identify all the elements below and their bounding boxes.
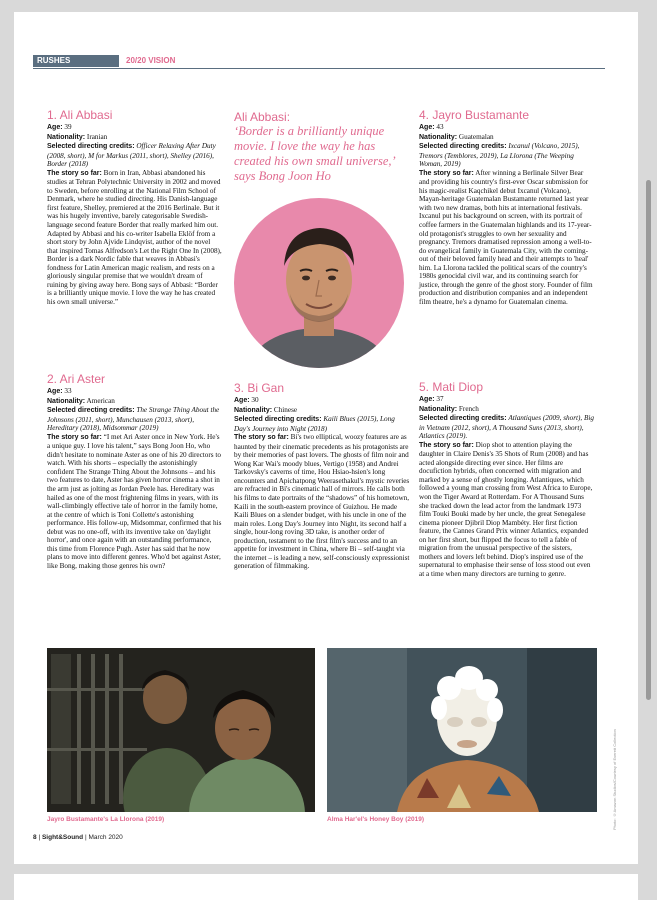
entry-1 (47, 108, 222, 306)
nationality-value: Guatemalan (458, 132, 494, 141)
credits-label: Selected directing credits: (419, 143, 507, 151)
nationality-label: Nationality: (234, 406, 273, 414)
header-rule (33, 68, 605, 69)
entry-4 (419, 108, 595, 306)
entry-2 (47, 372, 222, 570)
next-page-edge (14, 874, 638, 900)
story-label: The story so far: (47, 433, 102, 441)
nationality-label: Nationality: (419, 133, 458, 141)
nationality-value: Chinese (273, 405, 298, 414)
entry-title: 2. Ari Aster (47, 372, 106, 386)
entry-title: 5. Mati Diop (419, 380, 484, 394)
photo-la-llorona (47, 648, 315, 812)
footer-sep: | (38, 834, 41, 841)
footer-sep: | (84, 834, 87, 841)
nationality-label: Nationality: (47, 133, 86, 141)
director-portrait (234, 198, 404, 368)
age-value: 37 (436, 395, 444, 403)
entry-5 (419, 380, 595, 578)
entry-title: 4. Jayro Bustamante (419, 108, 530, 122)
credits-value: Kaili Blues (2015), Long Day's Journey into Night (2018) (234, 415, 395, 433)
age-label: Age: (234, 397, 250, 404)
nationality-value: American (86, 396, 115, 405)
age-label: Age: (47, 388, 63, 395)
age-label: Age: (419, 396, 435, 403)
la-llorona-illustration (47, 648, 315, 812)
issue-date: March 2020 (88, 834, 123, 841)
story-label: The story so far: (419, 441, 474, 449)
honey-boy-illustration (327, 648, 597, 812)
entry-title: 3. Bi Gan (234, 381, 285, 395)
credits-label: Selected directing credits: (47, 407, 135, 415)
story-text: Bi's two elliptical, woozy features are as haunted by their cinematic precedents as his protagonists are by their memories of past lovers. The ghosts of film noir and Wong Kar Wai's moody blues, Vertigo (1958) and Andrei Tarkovsky's caverns of time, Hou Hsiao-hsien's long encounters and Apichatpong Weerasethakul's mystic reveries are refracted in Bi's cinematic hall of mirrors. He calls both his films to date portraits of the “shadows” of his hometown, Kaili in the south-eastern province of Guizhou. He made Kaili Blues on a slender budget, with his uncle in one of the main roles. Long Day's Journey into Night, its second half a single, hour-long roving 3D take, is another order of production, testament to the first film's success and to an appetite for investment in China, where Bi – self-taught via the internet – is leading a new, self-consciously expressionist generation of filmmaking. (234, 433, 410, 571)
age-value: 39 (64, 123, 72, 131)
age-value: 33 (64, 387, 72, 395)
story-text: “I met Ari Aster once in New York. He's a unique guy. I love his talent,” says Bong Joon Ho, who didn't hesitate to nominate Aster as one of his 20 directors to watch. With his shorts – especially the astonishingly confident The Strange Thing About the Johnsons – and his two features to date, Aster has given horror cinema a shot in the arm just as jolting as Jordan Peele has. Hereditary was hailed as one of the most frightening films in years, with its wall-climbingly effective tale of horror in the family home, at the centre of which is Toni Collette's astonishing performance. His follow-up, Midsommar, confirmed that his debut was no one-off, with its inventive take on 'daylight horror', and once again with an outstanding performance, this time from Florence Pugh. Aster has said that he now plans to move into different genres. Who'd bet against Aster, like Bong, making those genres his own? (47, 432, 222, 570)
story-text: After winning a Berlinale Silver Bear and providing his country's first-ever Oscar submission for his magic-realist Kaqchikel debut Ixcanul (Volcano), Mayan-heritage Guatemalan Bustamante returned last year with two new dramas, both hits at international festivals. Ixcanul put his background on screen, with its portrait of coffee farmers in the Guatemalan highlands and its 17-year-old protagonist's struggles to own her sexuality and pregnancy. Tremors dramatised repression among a well-to-do evangelical family in Guatemala City, with the coming-out of their beloved family head and their attempts to 'heal' him. La Llorona tackled the political scars of the country's 1980s genocidal civil war, and its continuing search for justice, through the genre of the ghost story. Founder of film production and distribution companies and an independent film theatre, he's a dynamo for Guatemalan cinema. (419, 168, 593, 306)
age-value: 43 (436, 123, 444, 131)
age-value: 30 (251, 396, 259, 404)
credits-value: Officer Relaxing After Duty (2008, short), M for Markus (2011, short), Shelley (2016), Border (2018) (47, 142, 216, 169)
nationality-label: Nationality: (419, 405, 458, 413)
pullquote-text: ‘Border is a brilliantly unique movie. I love the way he has created his own small universe,’ says Bong Joon Ho (234, 124, 395, 183)
photo-honey-boy (327, 648, 597, 812)
credits-label: Selected directing credits: (234, 416, 322, 424)
portrait-illustration (234, 198, 404, 368)
pullquote-name: Ali Abbasi: (234, 110, 291, 124)
story-text: Diop shot to attention playing the daughter in Claire Denis's 35 Shots of Rum (2008) and has acted alongside directing ever since. Her films are docufiction hybrids, often concerned with migration and marked by a sense of ghostly longing. Atlantiques, which followed a young man crossing from West Africa to Europe, won the Tiger Award at Rotterdam. For A Thousand Suns she tracked down the lead actor from the landmark 1973 film Touki Bouki made by her uncle, the great Senegalese cinema pioneer Djibril Diop Mambéty. Her first fiction feature, the Cannes Grand Prix winner Atlantics, expanded on her first short, but flipped the focus to tell a fable of migration from the unusual perspective of the sisters, mothers and lovers left behind. Diop's inspired use of the supernatural to emphasise their sense of loss stood out even at a time when many directors are turning to genre. (419, 440, 593, 578)
credits-label: Selected directing credits: (419, 415, 507, 423)
entry-3 (234, 381, 410, 571)
story-label: The story so far: (47, 169, 102, 177)
page-number: 8 (33, 834, 37, 841)
photo-credit: Photo: ©Amazon Studios/Courtesy of Everett Collection (612, 729, 617, 830)
entry-title: 1. Ali Abbasi (47, 108, 113, 122)
age-label: Age: (419, 124, 435, 131)
nationality-label: Nationality: (47, 397, 86, 405)
nationality-value: Iranian (86, 132, 108, 141)
caption-left: Jayro Bustamante's La Llorona (2019) (47, 816, 165, 823)
magazine-name: Sight&Sound (41, 834, 84, 841)
section-tag: RUSHES (33, 55, 119, 67)
subsection-title: 20/20 VISION (126, 56, 176, 65)
story-label: The story so far: (234, 434, 289, 442)
nationality-value: French (458, 404, 479, 413)
scrollbar[interactable] (646, 180, 651, 700)
story-label: The story so far: (419, 169, 474, 177)
credits-value: Ixcanul (Volcano, 2015), Tremors (Temblores, 2019), La Llorona (The Weeping Woman, 2019) (419, 142, 580, 169)
page-footer (33, 834, 123, 841)
credits-value: Atlantiques (2009, short), Big in Vietnam (2012, short), A Thousand Suns (2013, short), Atlantics (2019). (419, 414, 594, 441)
story-text: Born in Iran, Abbasi abandoned his studies at Tehran Polytechnic University in 2002 and moved to Sweden, before enrolling at the National Film School of Denmark, where he studied directing. His Danish-language first feature, Shelley, premiered at the 2016 Berlinale. But it was his hugely inventive, barely categorisable Swedish-language second feature Border that really marked him out. Adapted by Abbasi and his co-writer Isabella Eklöf from a short story by John Ajvide Lindqvist, author of the novel that inspired Tomas Alfredson's Let the Right One In (2008), Border is a dark Nordic fable that weaves in Abbasi's fondness for Latin American magic realism, and rests on a gloriously singular premise that we wouldn't dream of ruining by giving away here. Bong says of Abbasi: “Border is a brilliantly unique movie. I love the way he has created his own small universe.” (47, 168, 222, 306)
credits-label: Selected directing credits: (47, 143, 135, 151)
age-label: Age: (47, 124, 63, 131)
caption-right: Alma Har'el's Honey Boy (2019) (327, 816, 425, 823)
credits-value: The Strange Thing About the Johnsons (2011, short), Munchausen (2013, short), Hereditary (2018), Midsommar (2019) (47, 406, 220, 433)
